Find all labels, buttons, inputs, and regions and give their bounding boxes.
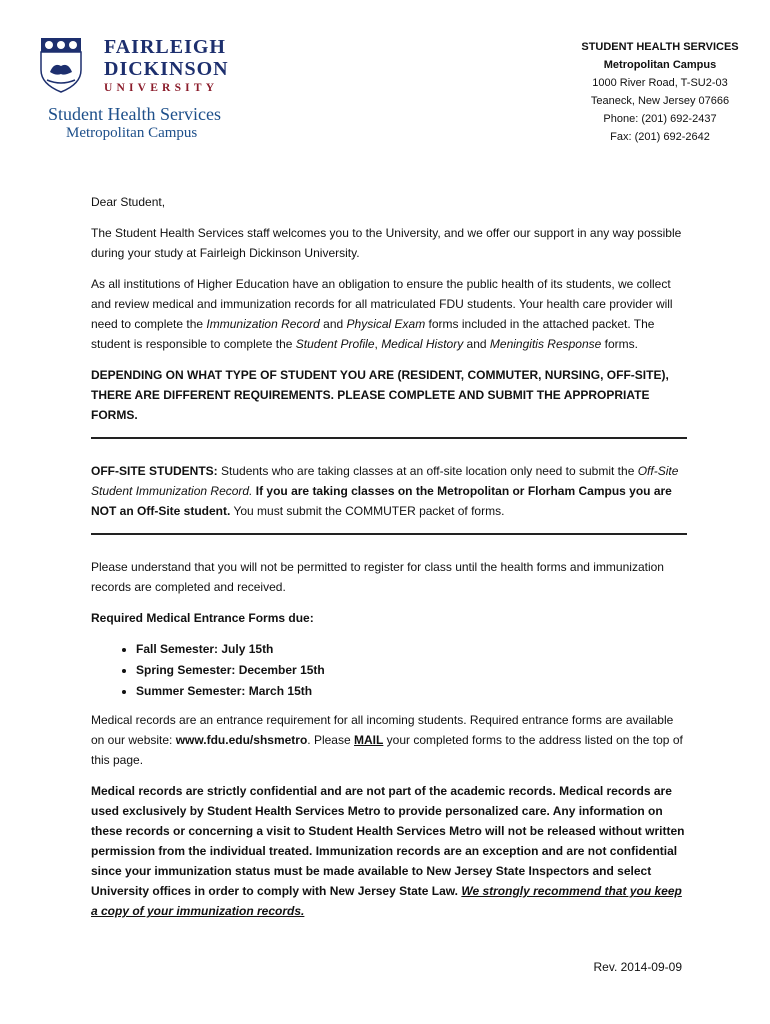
salutation: Dear Student, xyxy=(91,195,166,209)
department-name: Student Health Services xyxy=(48,104,221,124)
address-fax: Fax: (201) 692-2642 xyxy=(610,131,710,143)
department-campus: Metropolitan Campus xyxy=(66,125,198,141)
list-item: • Spring Semester: December 15th xyxy=(136,660,687,681)
paragraph-confidentiality: Medical records are strictly confidential and are not part of the academic records. Medical records are used exclusively by Student Health Services Metro to provide personalized care. Any information on these records or concerning a visit to Student Health Services Metro will not be released without written permission from the individual treated. Immunization records are an exception and are not confidential since your immunization status must be made available to New Jersey State Inspectors and select University offices in order to comply with New Jersey State Law. We strongly recommend that you keep a copy of your immunization records. xyxy=(91,784,685,918)
address-phone: Phone: (201) 692-2437 xyxy=(603,113,717,125)
university-wordmark xyxy=(104,36,229,96)
department-wordmark xyxy=(48,104,221,142)
address-campus: Metropolitan Campus xyxy=(603,59,717,71)
address-dept: STUDENT HEALTH SERVICES xyxy=(581,41,739,53)
list-item: • Fall Semester: July 15th xyxy=(136,639,687,660)
paragraph-website: Medical records are an entrance requirement for all incoming students. Required entrance forms are available on our website: www.fdu.edu/shsmetro. Please MAIL your completed forms to the address listed on the top of this page. xyxy=(91,713,683,767)
paragraph-records: As all institutions of Higher Education have an obligation to ensure the public health of its students, we collect and review medical and immunization records for all matriculated FDU students. Your health care provider will need to complete the Immunization Record and Physical Exam forms included in the attached packet. The student is responsible to complete the Student Profile, Medical History and Meningitis Response forms. xyxy=(91,277,673,351)
paragraph-requirements-notice: DEPENDING ON WHAT TYPE OF STUDENT YOU ARE (RESIDENT, COMMUTER, NURSING, OFF-SITE), THERE ARE DIFFERENT REQUIREMENTS. PLEASE COMPLETE AND SUBMIT THE APPROPRIATE FORMS. xyxy=(91,368,669,422)
paragraph-welcome: The Student Health Services staff welcomes you to the University, and we offer our support in any way possible during your study at Fairleigh Dickinson University. xyxy=(91,226,682,260)
due-date-list xyxy=(91,639,687,702)
website-link[interactable]: www.fdu.edu/shsmetro xyxy=(175,733,308,747)
divider-1 xyxy=(91,437,687,439)
university-crest-icon xyxy=(38,36,84,94)
list-item: • Summer Semester: March 15th xyxy=(136,681,687,702)
address-block xyxy=(560,38,760,146)
paragraph-off-site: OFF-SITE STUDENTS: Students who are taking classes at an off-site location only need to submit the Off-Site Student Immunization Record. If you are taking classes on the Metropolitan or Florham Campus you are NOT an Off-Site student. You must submit the COMMUTER packet of forms. xyxy=(91,464,679,518)
letter-body xyxy=(91,192,687,932)
paragraph-registration: Please understand that you will not be permitted to register for class until the health forms and immunization records are completed and received. xyxy=(91,560,664,594)
divider-2 xyxy=(91,533,687,535)
wordmark-line-3: UNIVERSITY xyxy=(104,82,219,94)
revision-date: Rev. 2014-09-09 xyxy=(593,960,682,974)
address-street: 1000 River Road, T-SU2-03 xyxy=(592,77,728,89)
wordmark-line-1: FAIRLEIGH xyxy=(104,36,226,58)
address-city: Teaneck, New Jersey 07666 xyxy=(590,95,730,107)
fdu-logo xyxy=(38,36,238,146)
due-heading: Required Medical Entrance Forms due: xyxy=(91,611,314,625)
wordmark-line-2: DICKINSON xyxy=(104,58,229,80)
